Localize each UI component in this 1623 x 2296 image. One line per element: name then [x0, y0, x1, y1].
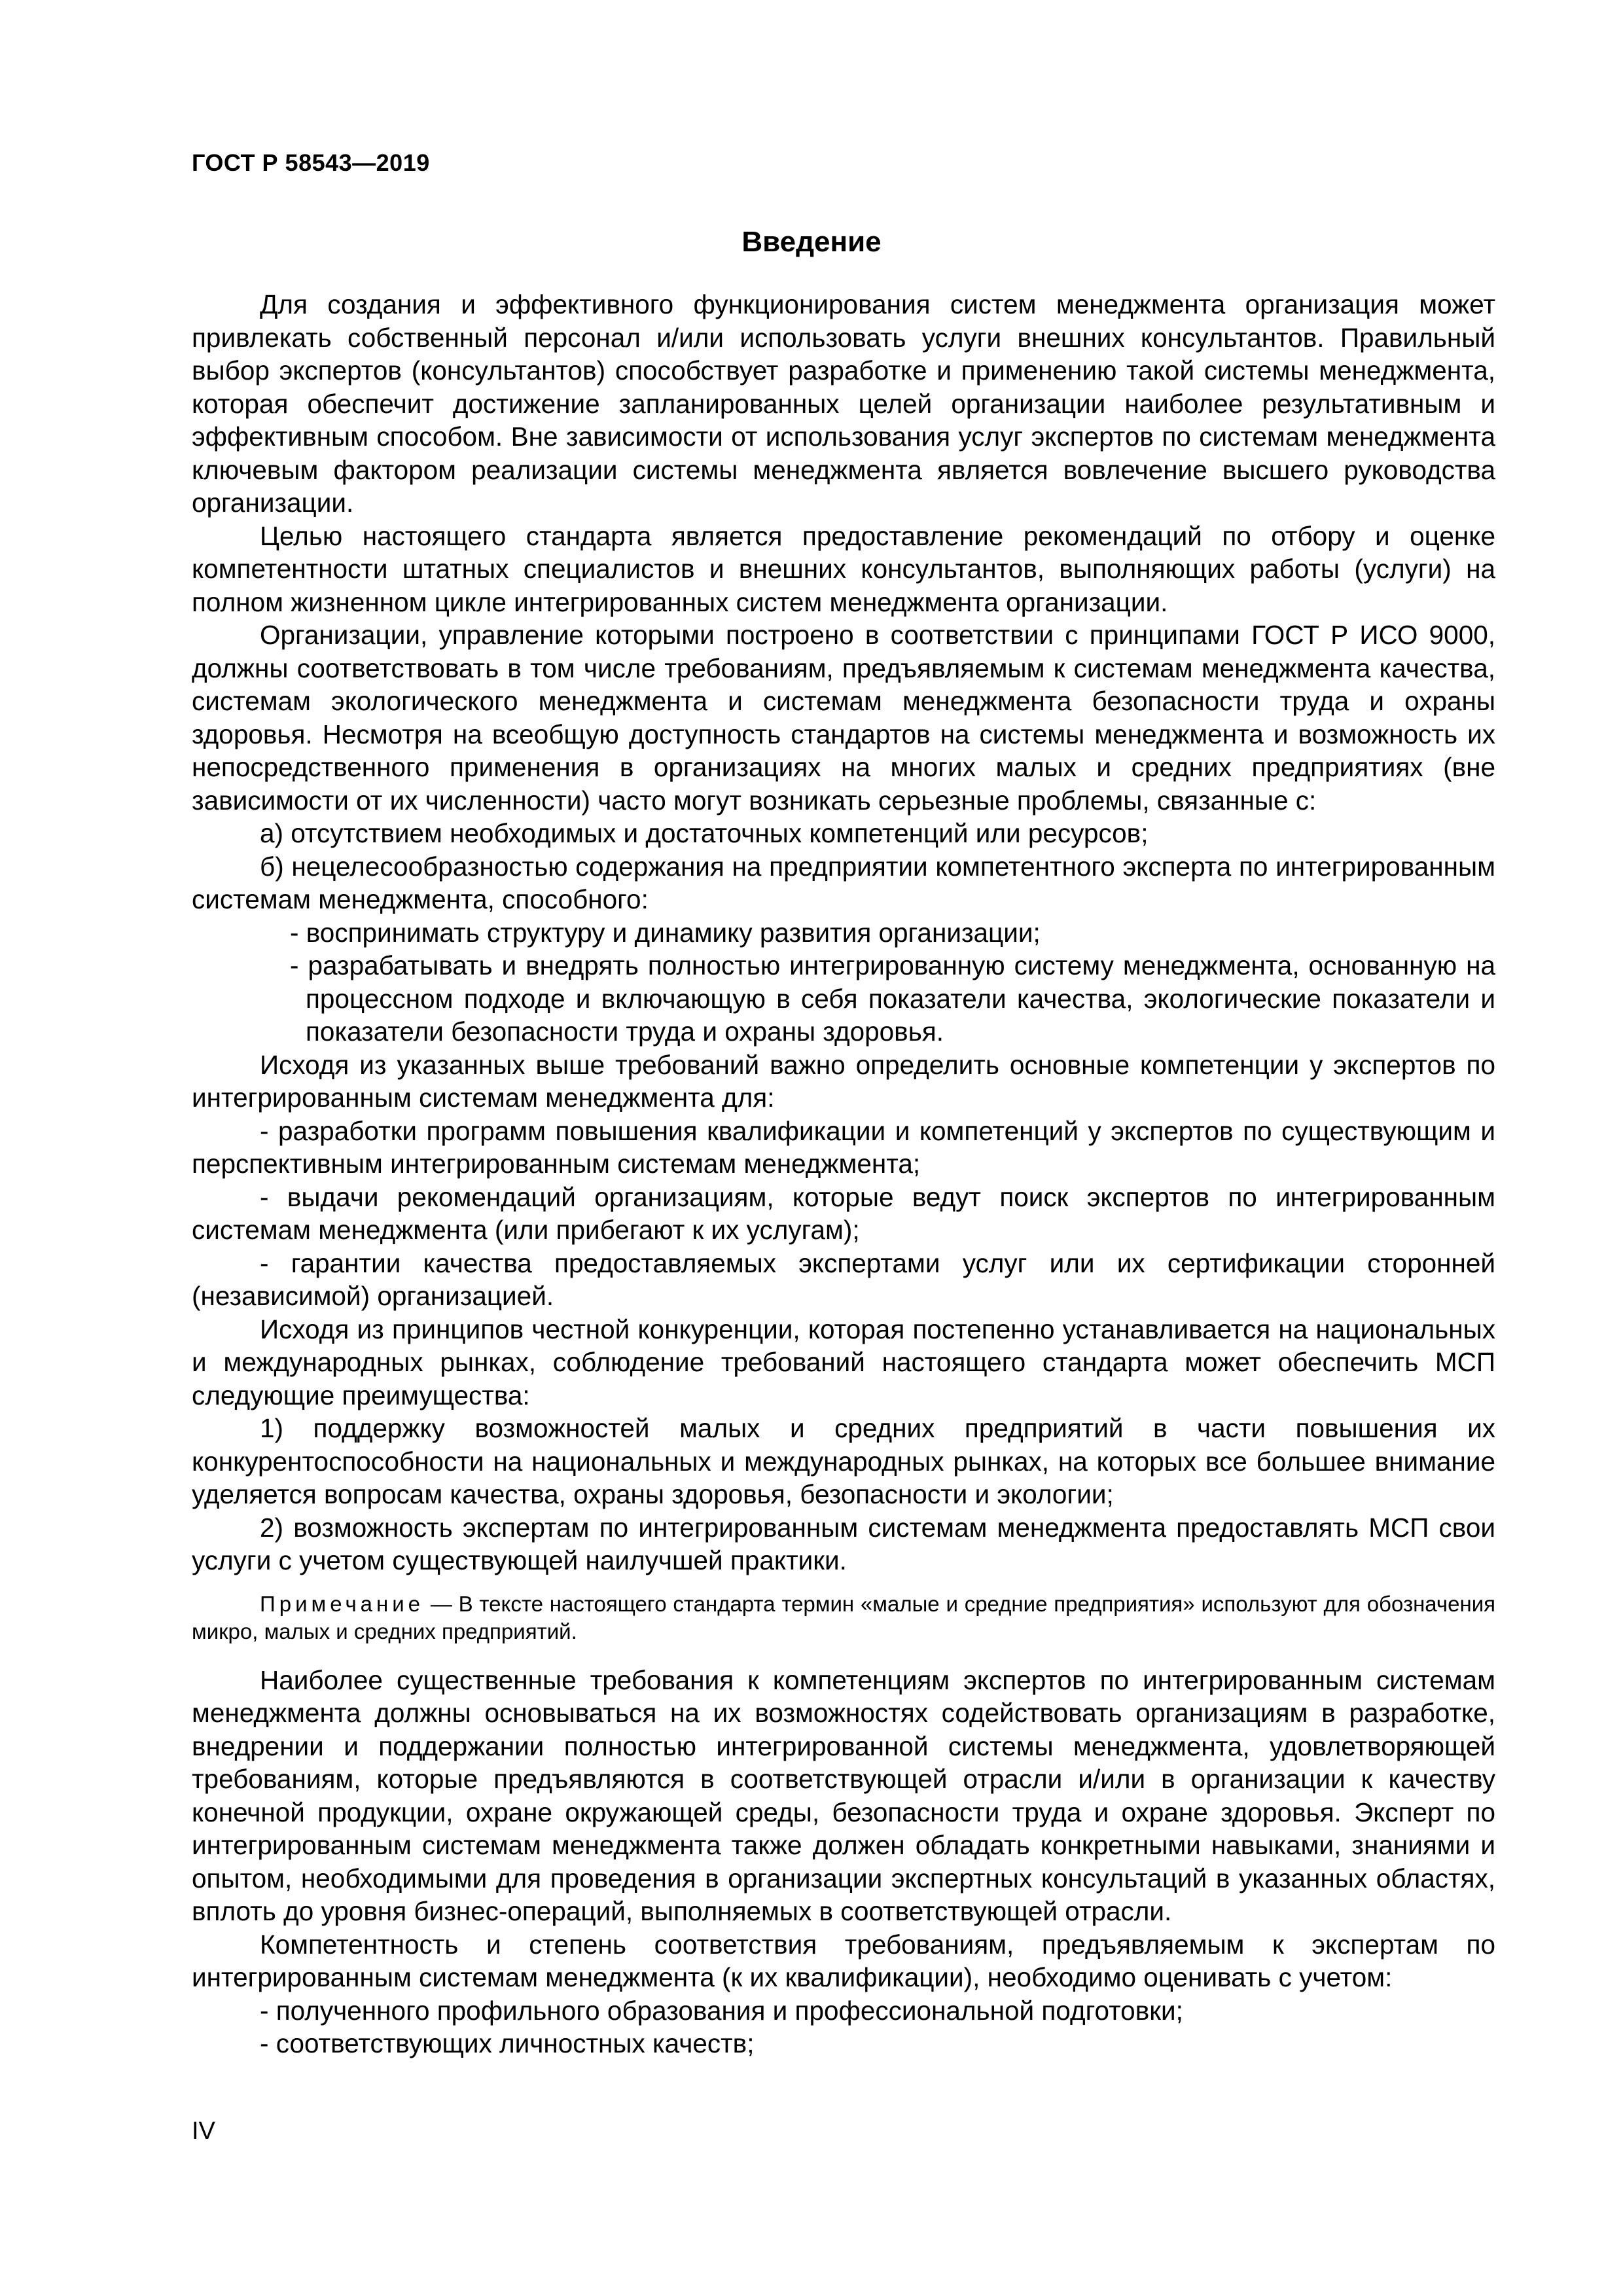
list-item: - воспринимать структуру и динамику развития организации; [290, 917, 1041, 948]
paragraph: Исходя из указанных выше требований важно определить основные компетенции у экспертов по интегрированным системам менеджмента для: [192, 1049, 1495, 1113]
paragraph: Компетентность и степень соответствия требованиям, предъявляемым к экспертам по интегрированным системам менеджмента (к их квалификации), необходимо оценивать с учетом: [192, 1929, 1495, 1992]
paragraph: Целью настоящего стандарта является предоставление рекомендаций по отбору и оценке компетентности штатных специалистов и внешних консультантов, выполняющих работы (услуги) на полном жизненном цикле интегрированных систем менеджмента организации. [192, 520, 1495, 617]
document-body [192, 288, 1495, 2060]
list-item: - разрабатывать и внедрять полностью интегрированную систему менеджмента, основанную на процессном подходе и включающую в себя показатели качества, экологические показатели и показатели безопасности труда и охраны здоровья. [290, 950, 1495, 1047]
note-text: — В тексте настоящего стандарта термин «малые и средние предприятия» используют для обозначения микро, малых и средних предприятий. [192, 1591, 1495, 1643]
list-item: а) отсутствием необходимых и достаточных компетенций или ресурсов; [260, 818, 1149, 848]
list-item: - выдачи рекомендаций организациям, которые ведут поиск экспертов по интегрированным системам менеджмента (или прибегают к их услугам); [192, 1181, 1495, 1245]
note [192, 1590, 1495, 1645]
list-item: - полученного профильного образования и профессиональной подготовки; [260, 1995, 1183, 2026]
paragraph: Для создания и эффективного функционирования систем менеджмента организация может привлекать собственный персонал и/или использовать услуги внешних консультантов. Правильный выбор экспертов (консультантов) способствует разработке и применению такой системы менеджмента, которая обеспечит достижение запланированных целей организации наиболее результативным и эффективным способом. Вне зависимости от использования услуг экспертов по системам менеджмента ключевым фактором реализации системы менеджмента является вовлечение высшего руководства организации. [192, 289, 1495, 518]
paragraph: Наиболее существенные требования к компетенциям экспертов по интегрированным системам менеджмента должны основываться на их возможностях содействовать организациям в разработке, внедрении и поддержании полностью интегрированной системы менеджмента, удовлетворяющей требованиям, которые предъявляются в соответствующей отрасли и/или в организации к качеству конечной продукции, охране окружающей среды, безопасности труда и охране здоровья. Эксперт по интегрированным системам менеджмента также должен обладать конкретными навыками, знаниями и опытом, необходимыми для проведения в организации экспертных консультаций в указанных областях, вплоть до уровня бизнес-операций, выполняемых в соответствующей отрасли. [192, 1664, 1495, 1926]
note-label: Примечание [260, 1591, 425, 1616]
list-item: - гарантии качества предоставляемых экспертами услуг или их сертификации сторонней (независимой) организацией. [192, 1247, 1495, 1311]
paragraph: Исходя из принципов честной конкуренции, которая постепенно устанавливается на национальных и международных рынках, соблюдение требований настоящего стандарта может обеспечить МСП следующие преимущества: [192, 1314, 1495, 1410]
page-number: IV [192, 2117, 215, 2145]
standard-code-header: ГОСТ Р 58543—2019 [192, 149, 430, 176]
paragraph: Организации, управление которыми построено в соответствии с принципами ГОСТ Р ИСО 9000, должны соответствовать в том числе требованиям, предъявляемым к системам менеджмента качества, системам экологического менеджмента и системам менеджмента безопасности труда и охраны здоровья. Несмотря на всеобщую доступность стандартов на системы менеджмента и возможность их непосредственного применения в организациях на многих малых и средних предприятиях (вне зависимости от их численности) часто могут возникать серьезные проблемы, связанные с: [192, 620, 1495, 816]
list-item: - разработки программ повышения квалификации и компетенций у экспертов по существующим и перспективным интегрированным системам менеджмента; [192, 1115, 1495, 1179]
list-item: - соответствующих личностных качеств; [260, 2028, 755, 2058]
list-item: 2) возможность экспертам по интегрированным системам менеджмента предоставлять МСП свои услуги с учетом существующей наилучшей практики. [192, 1512, 1495, 1575]
list-item: 1) поддержку возможностей малых и средних предприятий в части повышения их конкурентоспособности на национальных и международных рынках, на которых все большее внимание уделяется вопросам качества, охраны здоровья, безопасности и экологии; [192, 1413, 1495, 1509]
list-item: б) нецелесообразностью содержания на предприятии компетентного эксперта по интегрированным системам менеджмента, способного: [192, 851, 1495, 914]
section-title: Введение [741, 226, 882, 258]
